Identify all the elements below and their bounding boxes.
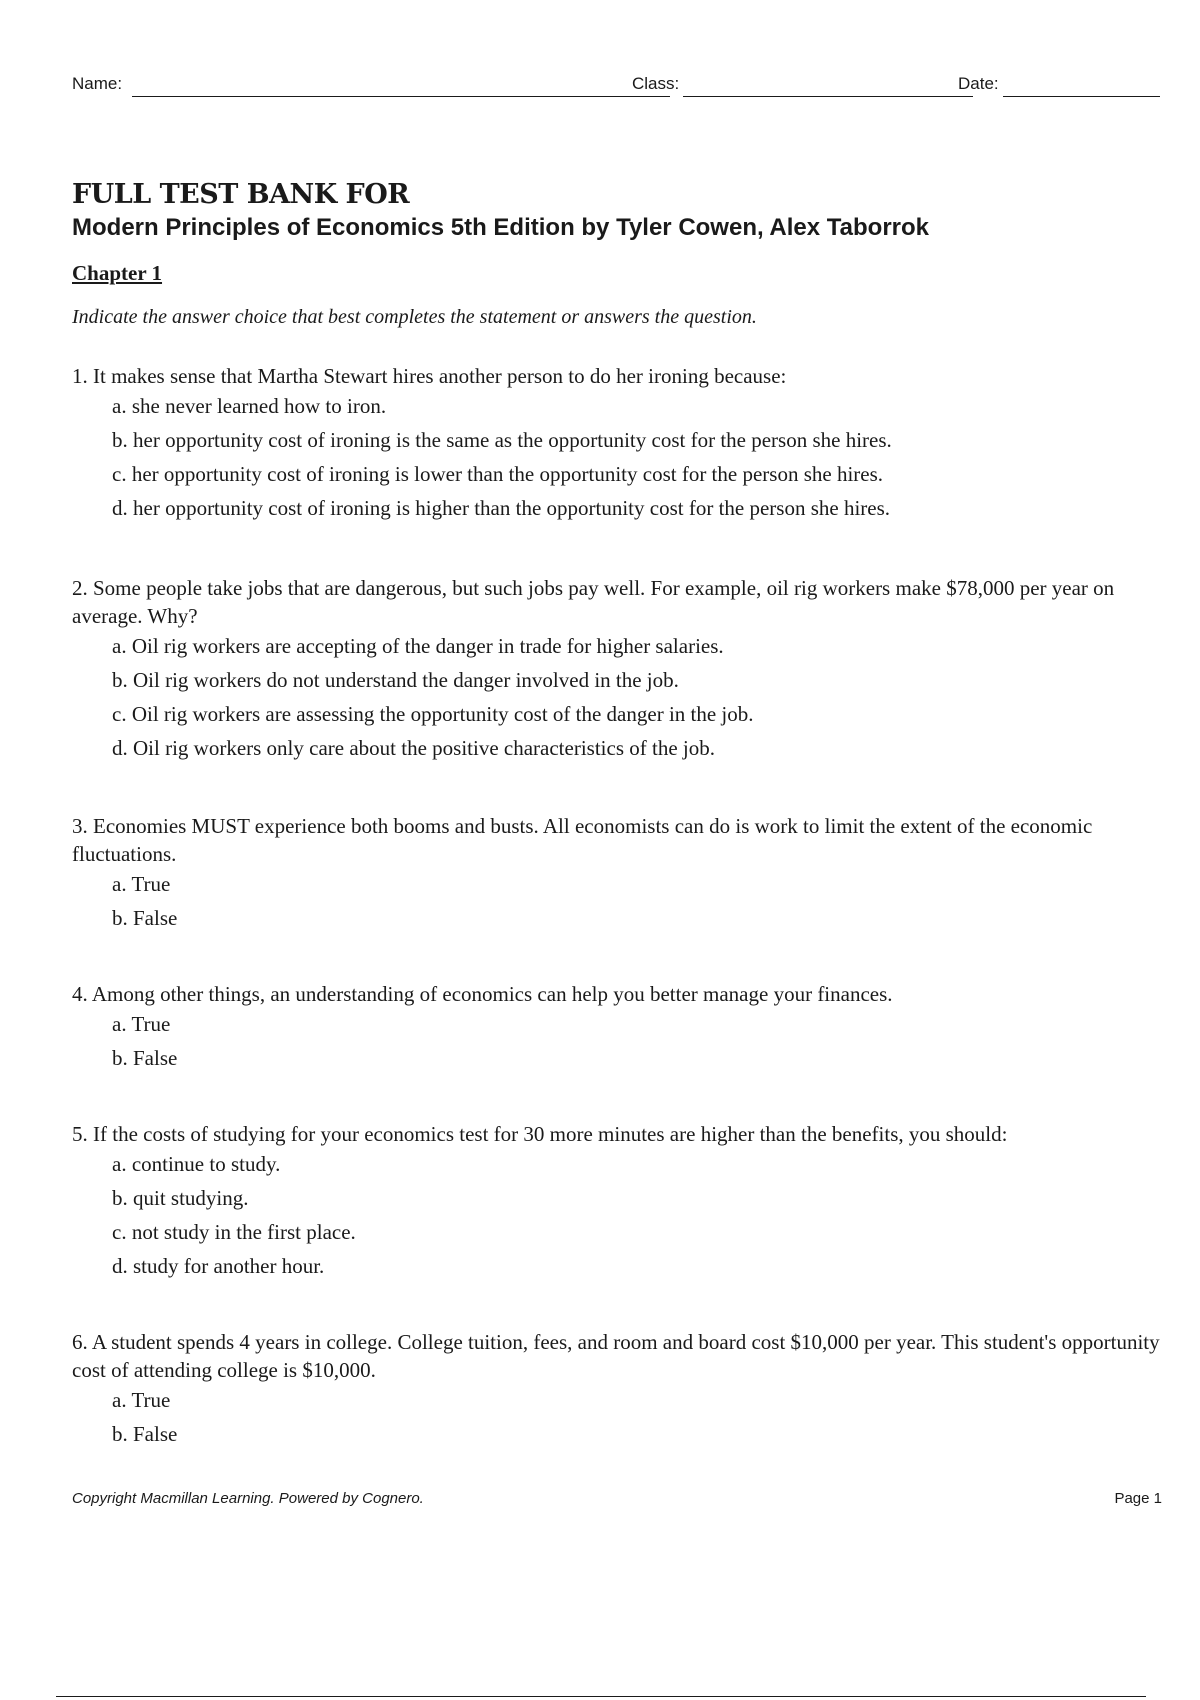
question-3 bbox=[72, 812, 1162, 980]
question-stem: 3. Economies MUST experience both booms and busts. All economists can do is work to limit the extent of the economic fluctuations. bbox=[72, 814, 1093, 866]
answer-choices bbox=[72, 1010, 1162, 1072]
answer-choice: a. True bbox=[112, 1012, 171, 1036]
chapter-heading: Chapter 1 bbox=[72, 261, 163, 285]
document-title bbox=[72, 178, 1162, 244]
test-bank-heading: FULL TEST BANK FOR bbox=[72, 179, 410, 210]
date-field-line[interactable] bbox=[1003, 96, 1160, 97]
page-number: Page 1 bbox=[1114, 1490, 1162, 1507]
question-stem: 5. If the costs of studying for your economics test for 30 more minutes are higher than the benefits, you should: bbox=[72, 1122, 1008, 1146]
student-info-header bbox=[72, 70, 1160, 100]
answer-choice: b. Oil rig workers do not understand the danger involved in the job. bbox=[112, 668, 679, 692]
question-4 bbox=[72, 980, 1162, 1120]
answer-choice: b. quit studying. bbox=[112, 1186, 249, 1210]
question-list bbox=[72, 362, 1162, 1454]
question-6 bbox=[72, 1328, 1162, 1448]
answer-choice: a. Oil rig workers are accepting of the danger in trade for higher salaries. bbox=[112, 634, 724, 658]
date-label: Date: bbox=[958, 74, 999, 93]
answer-choice: b. her opportunity cost of ironing is the same as the opportunity cost for the person she hires. bbox=[112, 428, 892, 452]
copyright-notice: Copyright Macmillan Learning. Powered by Cognero. bbox=[72, 1490, 424, 1507]
question-1 bbox=[72, 362, 1162, 574]
answer-choices bbox=[72, 632, 1162, 762]
question-stem: 1. It makes sense that Martha Stewart hires another person to do her ironing because: bbox=[72, 364, 787, 388]
class-field-line[interactable] bbox=[683, 96, 973, 97]
answer-choice: c. Oil rig workers are assessing the opportunity cost of the danger in the job. bbox=[112, 702, 754, 726]
book-title: Modern Principles of Economics 5th Edition by Tyler Cowen, Alex Taborrok bbox=[72, 214, 930, 241]
answer-choice: b. False bbox=[112, 906, 178, 930]
page-bottom-divider bbox=[56, 1696, 1146, 1697]
name-label: Name: bbox=[72, 74, 123, 93]
answer-choice: d. her opportunity cost of ironing is higher than the opportunity cost for the person she hires. bbox=[112, 496, 891, 520]
answer-choices bbox=[72, 1386, 1162, 1448]
answer-choice: a. True bbox=[112, 1388, 171, 1412]
answer-choice: b. False bbox=[112, 1046, 178, 1070]
answer-choice: d. study for another hour. bbox=[112, 1254, 325, 1278]
name-field-line[interactable] bbox=[132, 96, 670, 97]
answer-choice: a. True bbox=[112, 872, 171, 896]
answer-choice: c. her opportunity cost of ironing is lower than the opportunity cost for the person she hires. bbox=[112, 462, 884, 486]
answer-choice: c. not study in the first place. bbox=[112, 1220, 356, 1244]
class-label: Class: bbox=[632, 74, 680, 93]
question-stem: 6. A student spends 4 years in college. College tuition, fees, and room and board cost $10,000 per year. This student's opportunity cost of attending college is $10,000. bbox=[72, 1330, 1160, 1382]
instructions: Indicate the answer choice that best completes the statement or answers the question. bbox=[72, 306, 757, 328]
question-2 bbox=[72, 574, 1162, 812]
question-5 bbox=[72, 1120, 1162, 1328]
answer-choice: a. she never learned how to iron. bbox=[112, 394, 387, 418]
question-stem: 2. Some people take jobs that are dangerous, but such jobs pay well. For example, oil rig workers make $78,000 per year on average. Why? bbox=[72, 576, 1115, 628]
question-stem: 4. Among other things, an understanding of economics can help you better manage your finances. bbox=[72, 982, 893, 1006]
answer-choices bbox=[72, 1150, 1162, 1280]
answer-choice: d. Oil rig workers only care about the positive characteristics of the job. bbox=[112, 736, 715, 760]
answer-choice: a. continue to study. bbox=[112, 1152, 281, 1176]
answer-choice: b. False bbox=[112, 1422, 178, 1446]
answer-choices bbox=[72, 870, 1162, 932]
answer-choices bbox=[72, 392, 1162, 522]
